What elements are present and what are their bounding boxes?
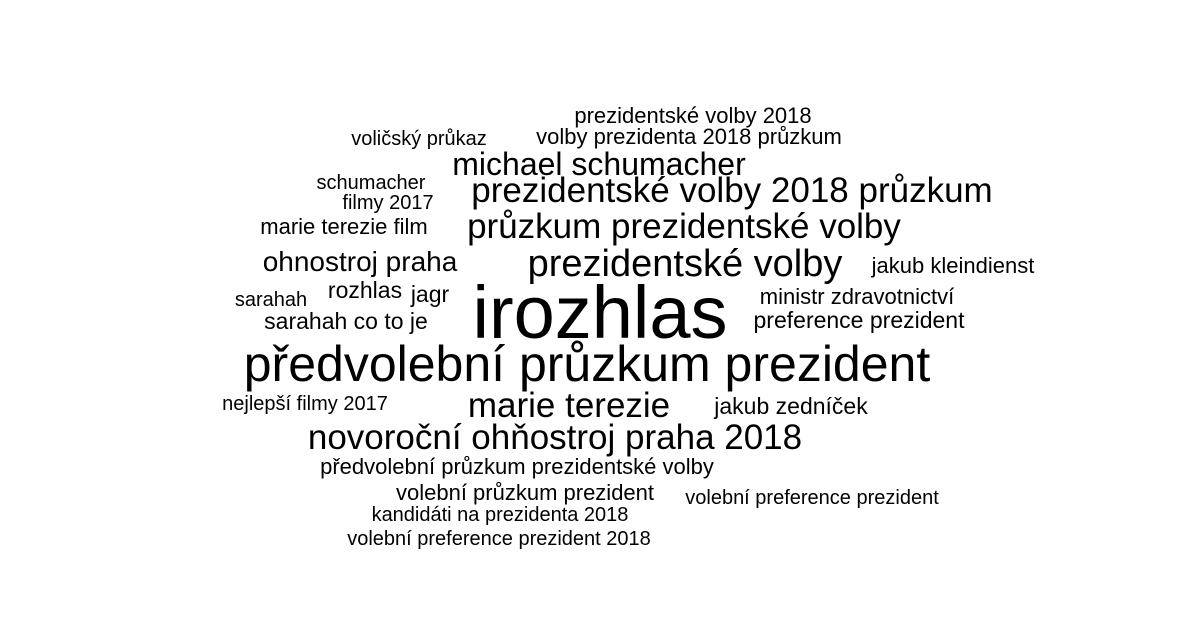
word-marie-terezie: marie terezie [467,386,671,425]
word-preference-prezident: preference prezident [753,307,965,333]
word-kandidati-na-prezidenta-2018: kandidáti na prezidenta 2018 [371,504,629,526]
word-jakub-zednicek: jakub zedníček [714,393,868,419]
word-novorocni-ohnostroj-praha-2018: novoroční ohňostroj praha 2018 [307,418,803,457]
word-predvolebni-pruzkum-prezidentske-volby: předvolební průzkum prezidentské volby [320,454,714,479]
word-ohnostroj-praha: ohnostroj praha [262,246,458,277]
word-filmy-2017: filmy 2017 [342,192,434,214]
word-schumacher: schumacher [316,172,426,194]
word-pruzkum-prezidentske-volby: průzkum prezidentské volby [467,207,901,246]
word-sarahah: sarahah [234,289,308,311]
word-jakub-kleindienst: jakub kleindienst [871,253,1035,278]
word-michael-schumacher: michael schumacher [452,146,746,182]
word-irozhlas: irozhlas [472,271,728,354]
word-sarahah-co-to-je: sarahah co to je [264,308,428,334]
word-jagr: jagr [410,281,450,307]
word-ministr-zdravotnictvi: ministr zdravotnictví [759,284,955,309]
word-predvolebni-pruzkum-prezident: předvolební průzkum prezident [243,336,931,392]
word-volebni-pruzkum-prezident: volební průzkum prezident [395,480,655,505]
word-rozhlas: rozhlas [327,277,403,303]
word-prezidentske-volby: prezidentské volby [527,243,843,285]
word-marie-terezie-film: marie terezie film [260,214,428,239]
word-volebni-preference-prezident-2018: volební preference prezident 2018 [347,528,651,550]
word-volebni-preference-prezident: volební preference prezident [685,487,939,509]
word-volby-prezidenta-2018-pruzkum: volby prezidenta 2018 průzkum [536,124,842,149]
word-nejlepsi-filmy-2017: nejlepší filmy 2017 [222,393,388,415]
word-prezidentske-volby-2018-pruzkum: prezidentské volby 2018 průzkum [471,171,993,210]
word-prezidentske-volby-2018: prezidentské volby 2018 [574,103,812,128]
word-volicsky-prukaz: voličský průkaz [351,128,487,150]
